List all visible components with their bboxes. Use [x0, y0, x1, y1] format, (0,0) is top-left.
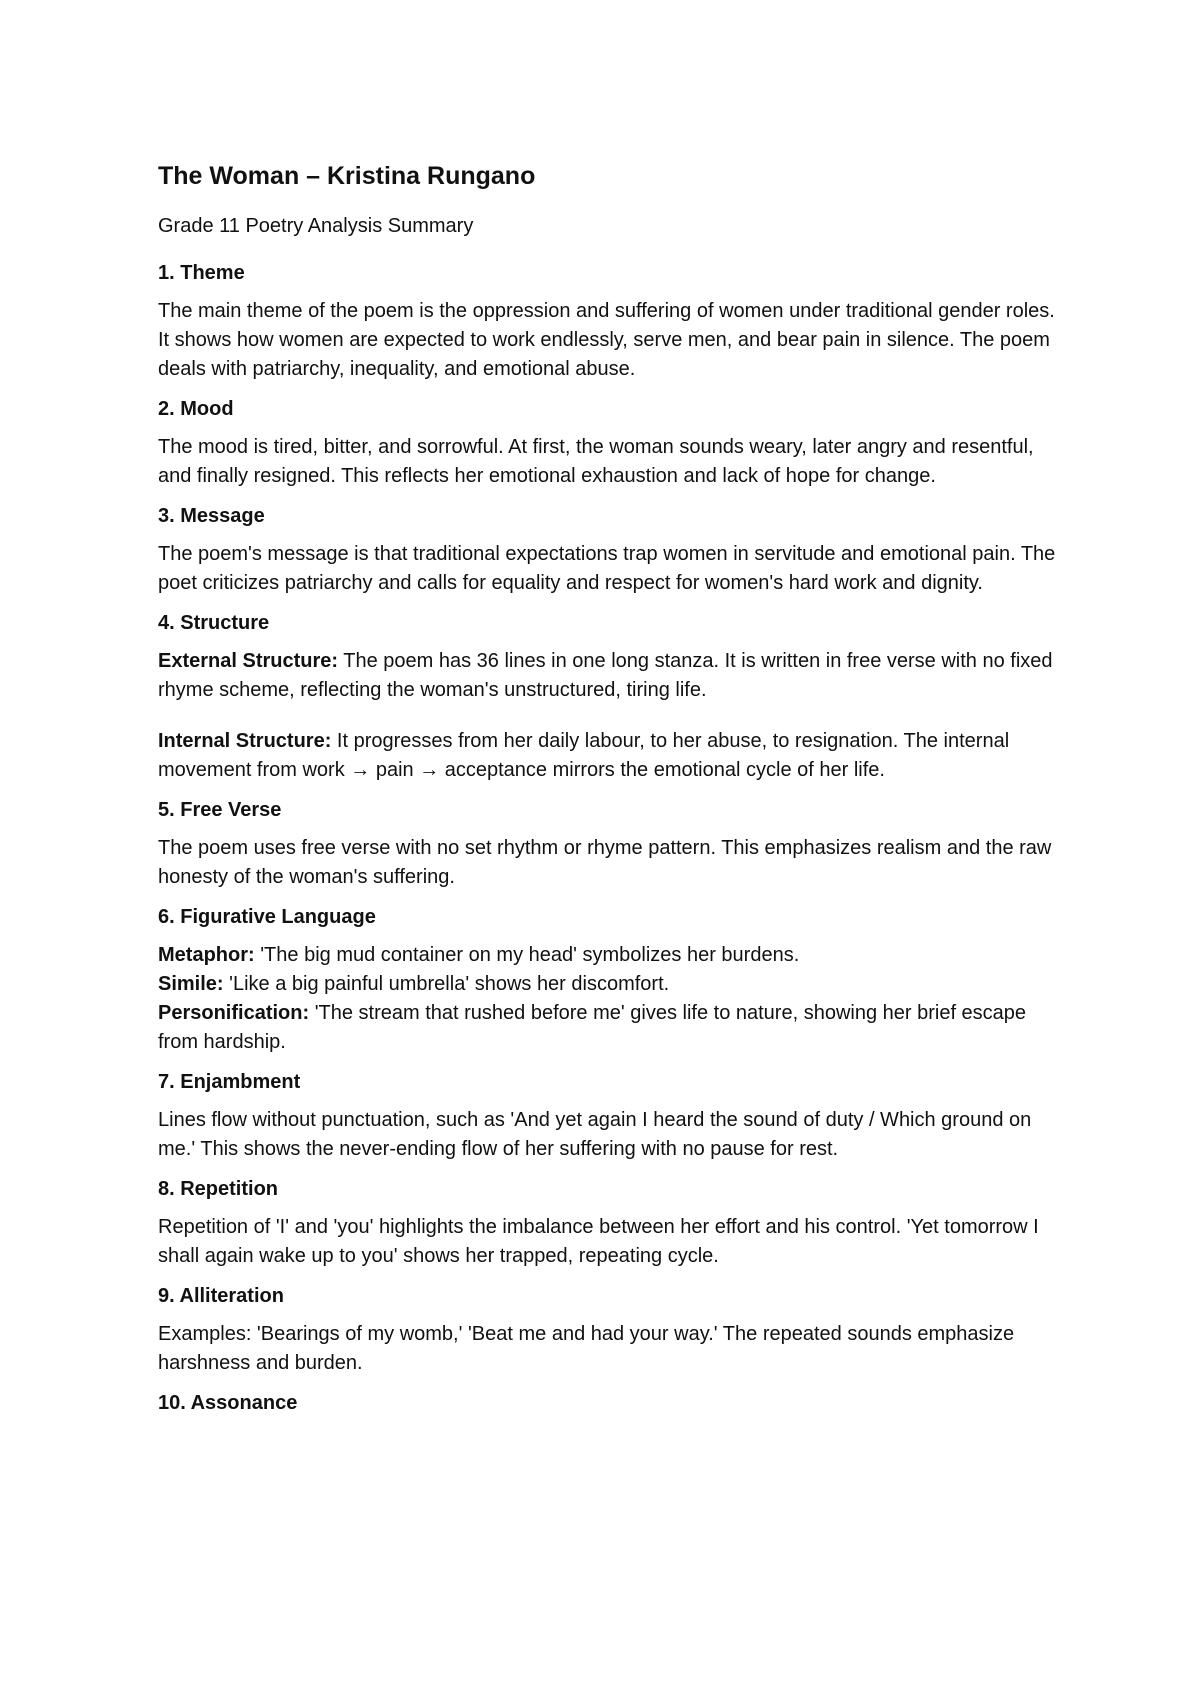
section-heading: 5. Free Verse — [158, 799, 282, 821]
section-heading: 8. Repetition — [158, 1178, 279, 1200]
document-page — [158, 160, 1058, 1427]
section-assonance — [158, 1389, 1058, 1417]
section-body: Repetition of 'I' and 'you' highlights the imbalance between her effort and his control. 'Yet tomorrow I shall again wake up to you' shows her trapped, repeating cycle. — [158, 1216, 1039, 1267]
section-structure — [158, 609, 1058, 785]
external-structure-paragraph — [158, 647, 1058, 705]
section-mood — [158, 395, 1058, 491]
section-body: Examples: 'Bearings of my womb,' 'Beat me and had your way.' The repeated sounds emphasize harshness and burden. — [158, 1323, 1015, 1374]
section-heading: 2. Mood — [158, 398, 234, 420]
section-body: The main theme of the poem is the oppression and suffering of women under traditional gender roles. It shows how women are expected to work endlessly, serve men, and bear pain in silence. The poem deals with patriarchy, inequality, and emotional abuse. — [158, 300, 1055, 380]
section-body: The poem's message is that traditional expectations trap women in servitude and emotional pain. The poet criticizes patriarchy and calls for equality and respect for women's hard work and dignity. — [158, 543, 1056, 594]
section-alliteration — [158, 1282, 1058, 1378]
internal-structure-paragraph — [158, 727, 1058, 785]
personification-text: 'The stream that rushed before me' gives life to nature, showing her brief escape from hardship. — [158, 1002, 1027, 1053]
section-heading: 6. Figurative Language — [158, 906, 376, 928]
section-heading: 4. Structure — [158, 612, 270, 634]
section-body: Lines flow without punctuation, such as 'And yet again I heard the sound of duty / Which ground on me.' This shows the never-ending flow of her suffering with no pause for rest. — [158, 1109, 1032, 1160]
metaphor-label: Metaphor: — [158, 944, 255, 966]
figurative-paragraph — [158, 941, 1058, 1057]
section-heading: 9. Alliteration — [158, 1285, 284, 1307]
external-structure-text: The poem has 36 lines in one long stanza. It is written in free verse with no fixed rhyme scheme, reflecting the woman's unstructured, tiring life. — [158, 650, 1053, 701]
section-enjambment — [158, 1068, 1058, 1164]
section-body: The mood is tired, bitter, and sorrowful. At first, the woman sounds weary, later angry and resentful, and finally resigned. This reflects her emotional exhaustion and lack of hope for change. — [158, 436, 1034, 487]
simile-line — [158, 970, 1058, 999]
section-repetition — [158, 1175, 1058, 1271]
section-body: The poem uses free verse with no set rhythm or rhyme pattern. This emphasizes realism and the raw honesty of the woman's suffering. — [158, 837, 1052, 888]
section-free-verse — [158, 796, 1058, 892]
simile-label: Simile: — [158, 973, 224, 995]
document-subtitle: Grade 11 Poetry Analysis Summary — [158, 215, 474, 237]
section-heading: 1. Theme — [158, 262, 245, 284]
internal-structure-text: It progresses from her daily labour, to her abuse, to resignation. The internal movement from work → pain → acceptance mirrors the emotional cycle of her life. — [158, 730, 1010, 781]
simile-text: 'Like a big painful umbrella' shows her discomfort. — [223, 973, 670, 995]
section-heading: 10. Assonance — [158, 1392, 298, 1414]
section-theme — [158, 259, 1058, 384]
internal-structure-label: Internal Structure: — [158, 730, 332, 752]
section-message — [158, 502, 1058, 598]
section-heading: 7. Enjambment — [158, 1071, 301, 1093]
personification-line — [158, 999, 1058, 1057]
personification-label: Personification: — [158, 1002, 310, 1024]
metaphor-text: 'The big mud container on my head' symbolizes her burdens. — [254, 944, 800, 966]
section-heading: 3. Message — [158, 505, 265, 527]
document-title: The Woman – Kristina Rungano — [158, 162, 536, 190]
external-structure-label: External Structure: — [158, 650, 339, 672]
section-figurative-language — [158, 903, 1058, 1057]
metaphor-line — [158, 941, 1058, 970]
